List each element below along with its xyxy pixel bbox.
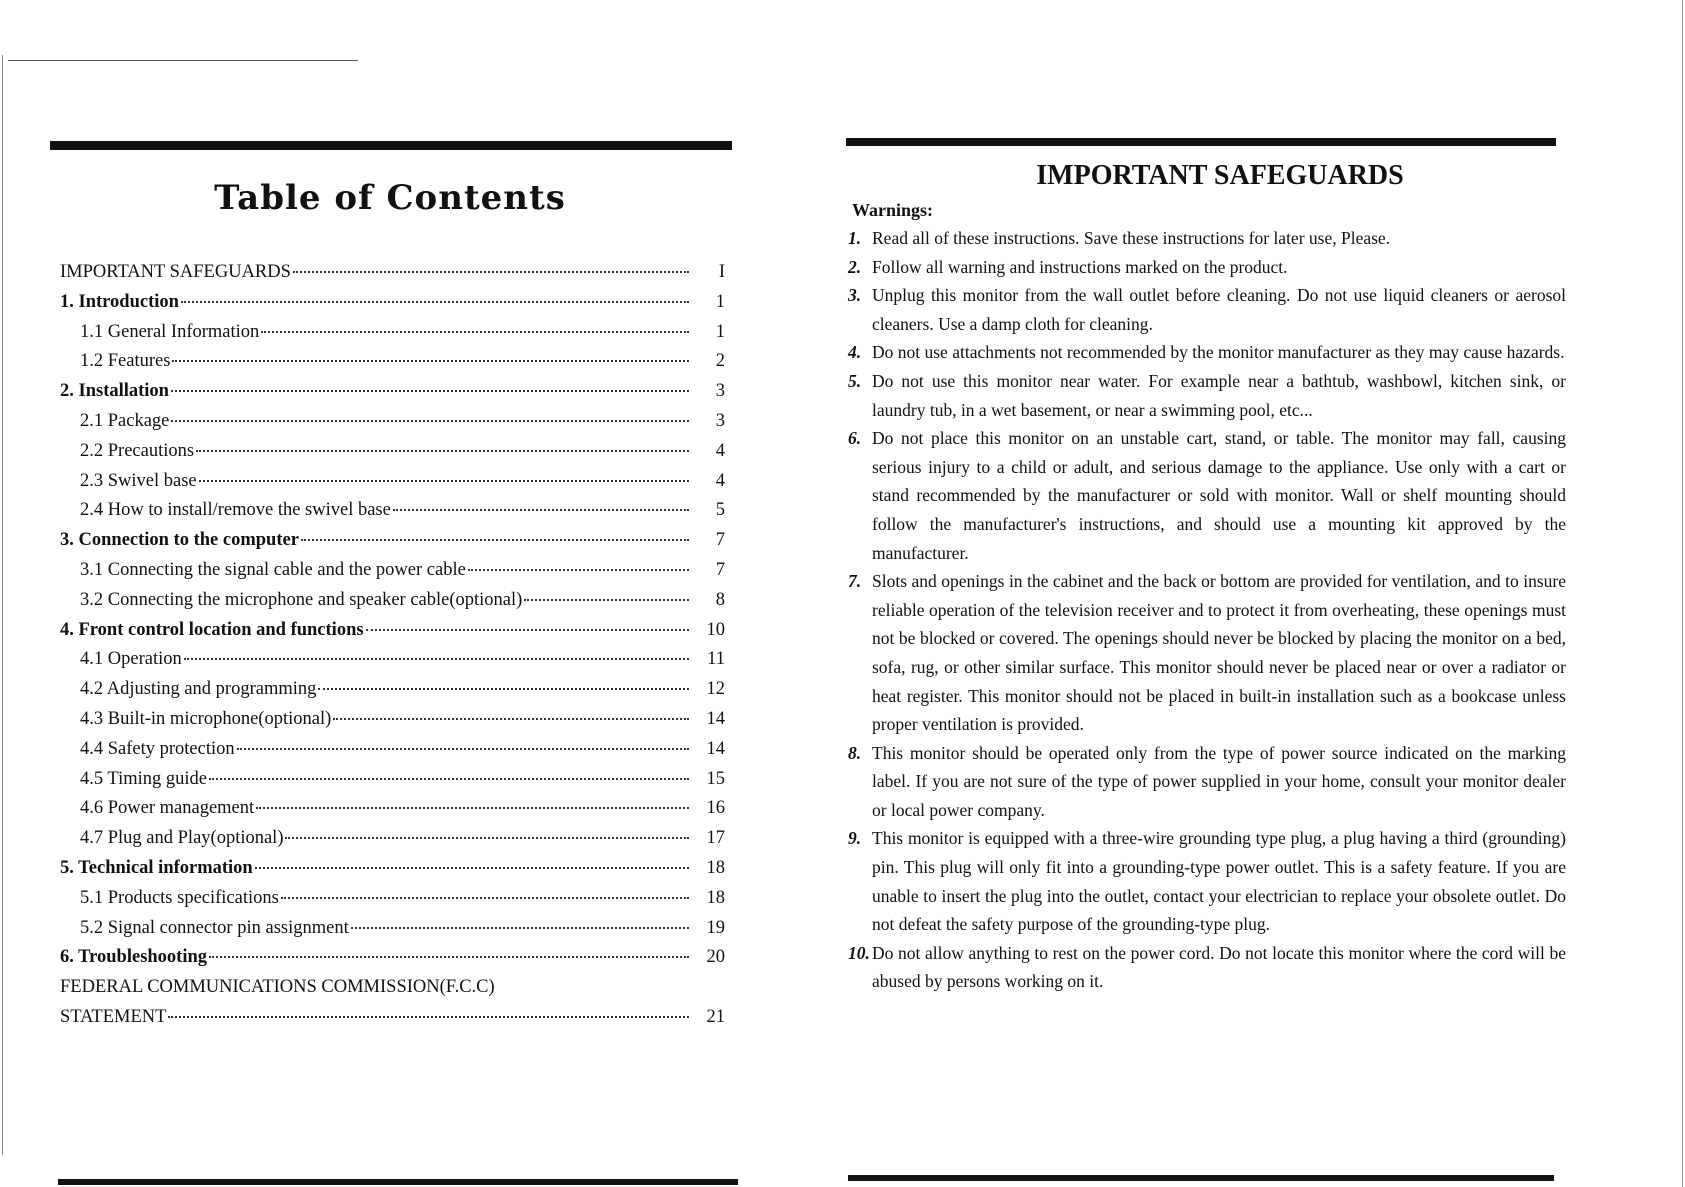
warning-number: 4. [848,342,862,363]
toc-entry [60,918,725,948]
toc-entry-page: 15 [706,768,725,789]
toc-entry [60,500,725,530]
toc-leader-dots [199,479,689,482]
toc-entry [60,530,725,560]
toc-entry-label: 2. Installation [60,381,169,402]
toc-entry [60,351,725,381]
toc-entry-label: 4.4 Safety protection [80,738,235,759]
toc-entry [60,679,725,709]
toc-leader-dots [237,747,689,750]
toc-leader-dots [181,300,689,303]
toc-entry [60,322,725,352]
toc-list [60,262,725,1037]
toc-leader-dots [209,955,689,958]
warning-number: 7. [848,571,862,592]
toc-entry-page: 18 [706,857,725,878]
toc-entry [60,1007,725,1037]
toc-entry-label: IMPORTANT SAFEGUARDS [60,262,291,282]
warning-text: This monitor should be operated only from the type of power source indicated on the marking label. If you are not sure of the type of power supplied in your home, consult your monitor dealer or local power company. [872,742,1566,820]
toc-leader-dots [184,657,689,660]
toc-entry [60,471,725,501]
toc-leader-dots [256,806,689,809]
toc-entry-page: 1 [715,291,725,312]
warning-number: 5. [848,370,862,391]
toc-entry [60,739,725,769]
toc-leader-dots [281,896,689,899]
toc-entry-label: 4.1 Operation [80,649,182,670]
right-bottom-rule [848,1175,1554,1181]
warning-item [848,567,1566,739]
toc-entry-page: 17 [706,828,725,849]
toc-leader-dots [171,389,689,392]
toc-entry-label: FEDERAL COMMUNICATIONS COMMISSION(F.C.C) [60,977,495,998]
toc-entry [60,411,725,441]
warnings-label: Warnings: [852,200,934,220]
toc-entry-page: 20 [706,947,725,968]
toc-entry-page: 14 [706,708,725,729]
toc-entry-label: 4.6 Power management [80,798,255,819]
toc-entry-page: 21 [706,1006,725,1027]
toc-entry-label: 5.2 Signal connector pin assignment [80,917,349,938]
toc-entry-label: 4. Front control location and functions [60,619,364,640]
warning-number: 8. [848,742,862,763]
left-edge-rule [2,55,3,1155]
warning-text: Slots and openings in the cabinet and the back or bottom are provided for ventilation, and to insure reliable operation of the television receiver and to protect it from overheating, these openings must not be blocked or covered. The openings should never be blocked by placing the monitor on a bed, sofa, rug, or other similar surface. This monitor should never be placed near or over a radiator or heat register. This monitor should not be placed in built-in installation such as a bookcase unless proper ventilation is provided. [872,571,1566,735]
warning-text: Read all of these instructions. Save these instructions for later use, Please. [872,228,1391,248]
toc-entry [60,441,725,471]
toc-entry-label: 2.3 Swivel base [80,470,197,491]
warning-text: Unplug this monitor from the wall outlet before cleaning. Do not use liquid cleaners or aerosol cleaners. Use a damp cloth for cleaning. [872,285,1566,334]
toc-leader-dots [333,717,689,720]
toc-entry-label: 1.2 Features [80,351,171,372]
toc-entry-page: 1 [715,321,725,342]
toc-entry-label: 2.1 Package [80,410,170,431]
toc-leader-dots [196,449,689,452]
warnings-list [848,224,1566,996]
toc-entry [60,947,725,977]
toc-leader-dots [293,270,689,273]
toc-entry-label: STATEMENT [60,1006,167,1027]
toc-entry [60,560,725,590]
toc-entry-page: 5 [715,500,725,521]
toc-entry-page: 11 [707,649,725,670]
toc-entry-label: 5.1 Products specifications [80,887,279,908]
warning-item [848,367,1566,424]
warning-item [848,939,1566,996]
toc-entry [60,381,725,411]
toc-leader-dots [468,568,689,571]
warning-item [848,253,1566,282]
toc-entry-page: 14 [706,738,725,759]
toc-entry-page: 12 [706,679,725,700]
toc-entry-page: 4 [715,440,725,461]
toc-leader-dots [171,419,689,422]
toc-leader-dots [524,598,689,601]
warning-item [848,824,1566,938]
toc-entry-page: 19 [706,917,725,938]
warning-item [848,424,1566,567]
toc-entry-label: 5. Technical information [60,857,253,878]
toc-entry [60,620,725,650]
warning-text: Do not allow anything to rest on the power cord. Do not locate this monitor where the cord will be abused by persons working on it. [872,942,1566,992]
toc-entry [60,858,725,888]
toc-leader-dots [261,330,689,333]
toc-entry [60,262,725,292]
warning-number: 1. [848,228,862,248]
warning-text: Do not use attachments not recommended by the monitor manufacturer as they may cause hazards. [872,342,1565,363]
toc-leader-dots [172,359,689,362]
toc-entry-page: 3 [715,410,725,431]
toc-entry-page: 2 [715,351,725,372]
warning-number: 2. [848,256,862,277]
toc-entry [60,977,725,1007]
toc-leader-dots [209,777,689,780]
right-edge-rule [1682,0,1683,1187]
warning-number: 6. [848,428,862,449]
toc-entry [60,769,725,799]
right-top-rule [846,138,1556,146]
toc-leader-dots [301,538,689,541]
toc-entry-label: 6. Troubleshooting [60,947,208,968]
warning-item [848,338,1566,367]
toc-entry-page: 7 [715,559,725,580]
toc-entry-label: 3.2 Connecting the microphone and speaker cable(optional) [80,589,523,610]
toc-entry-label: 4.3 Built-in microphone(optional) [80,708,332,729]
toc-leader-dots [351,926,689,929]
toc-entry [60,590,725,620]
safeguards-title: IMPORTANT SAFEGUARDS [1036,160,1404,191]
toc-entry-label: 1.1 General Information [80,321,260,342]
toc-entry-label: 2.2 Precautions [80,440,195,461]
warning-number: 10. [848,942,870,963]
toc-entry-label: 4.7 Plug and Play(optional) [80,828,284,849]
left-top-rule [50,141,732,150]
warning-item [848,739,1566,825]
toc-entry-page: 10 [706,619,725,640]
toc-entry-page: 7 [715,530,725,551]
warning-text: This monitor is equipped with a three-wire grounding type plug, a plug having a third (grounding) pin. This plug will only fit into a grounding-type power outlet. This is a safety feature. If you are unable to insert the plug into the outlet, contact your electrician to replace your obsolete outlet. Do not defeat the safety purpose of the grounding-type plug. [872,828,1566,935]
warning-item [848,224,1566,253]
toc-entry-page: 3 [715,381,725,402]
toc-entry-label: 4.5 Timing guide [80,768,207,789]
toc-leader-dots [168,1015,689,1018]
toc-entry [60,709,725,739]
toc-entry [60,828,725,858]
toc-entry [60,798,725,828]
warning-item [848,281,1566,338]
toc-title: Table of Contents [214,178,566,218]
warning-text: Follow all warning and instructions marked on the product. [872,256,1288,277]
toc-entry-page: 8 [715,589,725,610]
toc-entry-page: 4 [715,470,725,491]
toc-entry-page: 16 [706,798,725,819]
warning-text: Do not use this monitor near water. For example near a bathtub, washbowl, kitchen sink, or laundry tub, in a wet basement, or near a swimming pool, etc... [872,370,1566,420]
toc-entry-label: 2.4 How to install/remove the swivel base [80,500,391,521]
toc-entry [60,888,725,918]
toc-entry-label: 3. Connection to the computer [60,530,299,551]
toc-leader-dots [366,628,689,631]
warning-number: 9. [848,828,862,849]
toc-entry-label: 3.1 Connecting the signal cable and the power cable [80,559,466,580]
toc-leader-dots [393,508,689,511]
warning-text: Do not place this monitor on an unstable cart, stand, or table. The monitor may fall, causing serious injury to a child or adult, and serious damage to the appliance. Use only with a cart or stand recommended by the manufacturer or sold with monitor. Wall or shelf mounting should follow the manufacturer's instructions, and should use a mounting kit approved by the manufacturer. [872,428,1566,563]
toc-entry-page: I [718,262,725,282]
left-bottom-rule [58,1179,738,1185]
top-left-thin-rule [8,60,358,61]
toc-entry-label: 4.2 Adjusting and programming [80,679,317,700]
toc-entry [60,649,725,679]
toc-entry-label: 1. Introduction [60,291,179,312]
toc-leader-dots [285,836,689,839]
toc-entry-page: 18 [706,887,725,908]
toc-leader-dots [318,687,689,690]
toc-leader-dots [255,866,689,869]
toc-entry [60,292,725,322]
warning-number: 3. [848,285,862,306]
toc-leader-dots [497,987,689,988]
